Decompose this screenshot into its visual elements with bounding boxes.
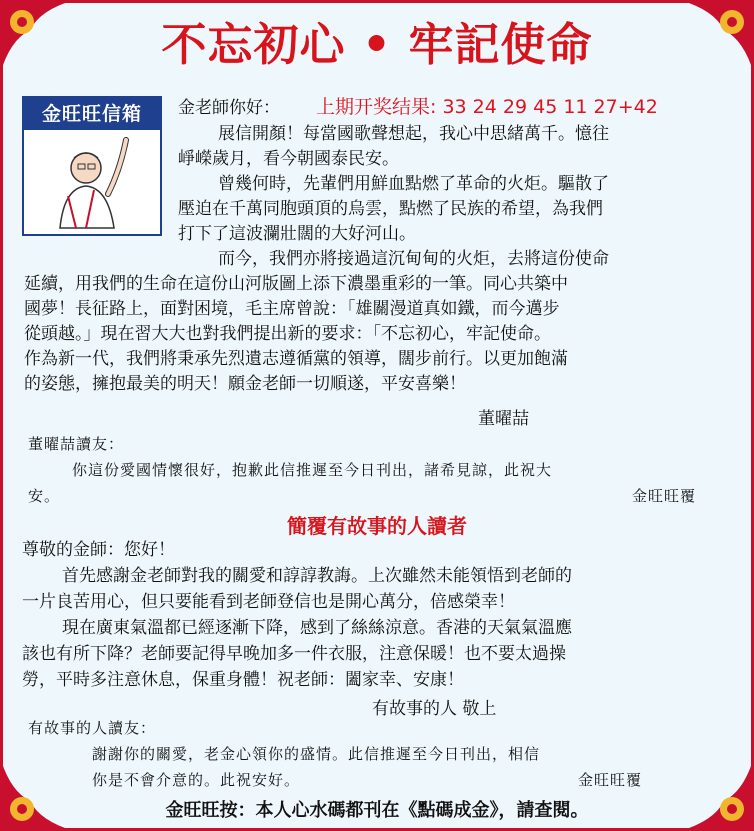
- letter2-line: 首先感謝金老師對我的關愛和諄諄教誨。上次雖然未能領悟到老師的: [62, 566, 572, 586]
- reply2-signature: 金旺旺覆: [578, 771, 643, 789]
- letter2-greeting: 尊敬的金師：您好！: [22, 540, 175, 560]
- reply2-line: 你是不會介意的。此祝安好。: [92, 771, 301, 789]
- letter1-line: 國夢！長征路上，面對困境，毛主席曾說：「雄關漫道真如鐵，而今邁步: [24, 299, 560, 319]
- letter2-signature: 有故事的人 敬上: [372, 699, 497, 719]
- letter1-line: 打下了這波瀾壯闊的大好河山。: [178, 224, 416, 244]
- lottery-results: [316, 92, 658, 119]
- letter1-signature: 董曜喆: [478, 409, 529, 429]
- letter1-line: 崢嶸歲月，看今朝國泰民安。: [178, 149, 399, 169]
- letter1-line: 展信開顏！每當國歌聲想起，我心中思緒萬千。憶往: [218, 124, 609, 144]
- reply1-line: 安。: [28, 487, 61, 505]
- reply1-signature: 金旺旺覆: [632, 487, 697, 505]
- letter1-line: 而今，我們亦將接過這沉甸甸的火炬，去將這份使命: [218, 249, 609, 269]
- footer-note: 金旺旺按：本人心水碼都刊在《點碼成金》，請查閱。: [165, 800, 589, 821]
- reply2-salutation: 有故事的人讀友：: [28, 719, 157, 737]
- letter2-line: 現在廣東氣溫都已經逐漸下降，感到了絲絲涼意。香港的天氣氣溫應: [62, 618, 572, 638]
- reply1-line: 你這份愛國情懷很好，抱歉此信推遲至今日刊出，諸希見諒，此祝大: [72, 461, 553, 479]
- letter2-line: 勞，平時多注意休息，保重身體！祝老師：闔家幸、安康！: [22, 670, 464, 690]
- letter1-greeting: 金老師你好：: [178, 98, 280, 118]
- mailbox-label: 金旺旺信箱: [24, 98, 160, 130]
- section-subtitle: 簡覆有故事的人讀者: [287, 514, 467, 538]
- results-prefix: 上期开奖结果:: [316, 96, 437, 118]
- letter2-line: 一片良苦用心，但只要能看到老師登信也是開心萬分，倍感榮幸！: [22, 592, 515, 612]
- mailbox-logo: [22, 96, 162, 236]
- reply2-line: 謝謝你的關愛，老金心領你的盛情。此信推遲至今日刊出，相信: [92, 745, 541, 763]
- reply1-salutation: 董曜喆讀友：: [28, 435, 125, 453]
- letter1-line: 壓迫在千萬同胞頭頂的烏雲，點燃了民族的希望，為我們: [178, 199, 603, 219]
- letter2-line: 該也有所下降？老師要記得早晚加多一件衣服，注意保暖！也不要太過操: [22, 644, 566, 664]
- letter1-line: 作為新一代，我們將秉承先烈遺志遵循黨的領導，闊步前行。以更加飽滿: [24, 349, 568, 369]
- letter1-line: 延續，用我們的生命在這份山河版圖上添下濃墨重彩的一筆。同心共築中: [24, 274, 568, 294]
- results-numbers: 33 24 29 45 11 27+42: [442, 96, 658, 118]
- page-title: 不忘初心 • 牢記使命: [161, 18, 593, 71]
- letter1-line: 的姿態，擁抱最美的明天！願金老師一切順遂，平安喜樂！: [24, 374, 466, 394]
- teacher-illustration-icon: [24, 130, 160, 234]
- letter1-line: 曾幾何時，先輩們用鮮血點燃了革命的火炬。驅散了: [218, 174, 609, 194]
- letter1-line: 從頭越。」現在習大大也對我們提出新的要求：「不忘初心，牢記使命。: [24, 324, 551, 344]
